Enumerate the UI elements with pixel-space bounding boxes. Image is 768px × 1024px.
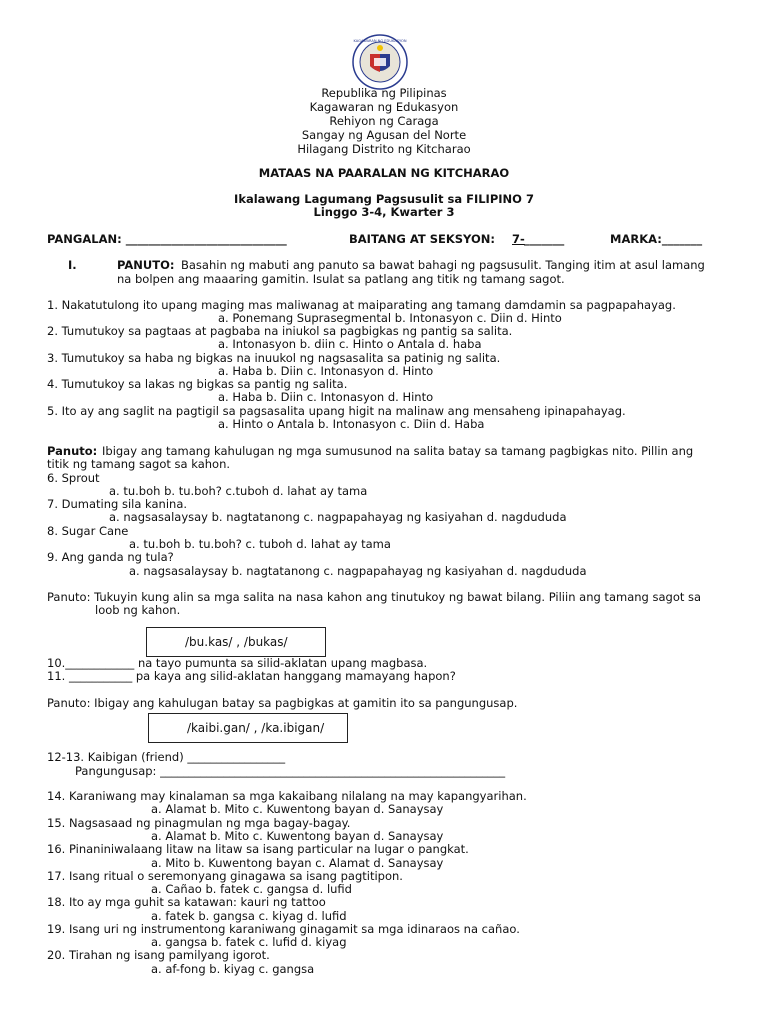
header-line-1: Republika ng Pilipinas xyxy=(321,86,447,100)
grade-section-label: BAITANG AT SEKSYON: xyxy=(349,232,495,246)
word-box-bukas-text: /bu.kas/ , /bukas/ xyxy=(185,635,288,649)
score-field-label: MARKA:_______ xyxy=(610,232,703,246)
question-6-choices: a. tu.boh b. tu.boh? c.tuboh d. lahat ay tama xyxy=(109,484,368,498)
word-box-bukas xyxy=(146,627,326,657)
name-field-label: PANGALAN: ____________________________ xyxy=(47,232,287,246)
question-2: 2. Tumutukoy sa pagtaas at pagbaba na iniukol sa pagbigkas ng pantig sa salita. xyxy=(47,324,513,338)
question-15-choices: a. Alamat b. Mito c. Kuwentong bayan d. Sanaysay xyxy=(151,829,444,843)
question-16-choices: a. Mito b. Kuwentong bayan c. Alamat d. Sanaysay xyxy=(151,856,444,870)
panuto-text-line-1: Basahin ng mabuti ang panuto sa bawat bahagi ng pagsusulit. Tanging itim at asul lamang xyxy=(181,258,705,272)
panuto-2-line-1: Ibigay ang tamang kahulugan ng mga sumusunod na salita batay sa tamang pagbigkas nito. Pillin ang xyxy=(102,444,694,458)
question-14: 14. Karaniwang may kinalaman sa mga kakaibang nilalang na may kapangyarihan. xyxy=(47,789,527,803)
question-18-choices: a. fatek b. gangsa c. kiyag d. lufid xyxy=(151,909,347,923)
question-14-choices: a. Alamat b. Mito c. Kuwentong bayan d. Sanaysay xyxy=(151,802,444,816)
header-line-5: Hilagang Distrito ng Kitcharao xyxy=(297,142,471,156)
panuto-4-line-1: Panuto: Ibigay ang kahulugan batay sa pagbigkas at gamitin ito sa pangungusap. xyxy=(47,696,518,710)
test-title: Ikalawang Lagumang Pagsusulit sa FILIPINO 7 xyxy=(234,192,534,206)
word-box-kaibigan xyxy=(148,713,348,743)
question-5-choices: a. Hinto o Antala b. Intonasyon c. Diin d. Haba xyxy=(218,417,485,431)
question-1-choices: a. Ponemang Suprasegmental b. Intonasyon c. Diin d. Hinto xyxy=(218,311,562,325)
pangungusap-line: Pangungusap: ____________________________________________________________ xyxy=(75,764,506,778)
question-19-choices: a. gangsa b. fatek c. lufid d. kiyag xyxy=(151,935,347,949)
question-11: 11. ___________ pa kaya ang silid-aklatan hanggang mamayang hapon? xyxy=(47,669,456,683)
panuto-2-label: Panuto: xyxy=(47,444,98,458)
svg-text:KAGAWARAN NG EDUKASYON: KAGAWARAN NG EDUKASYON xyxy=(353,39,407,43)
question-10: 10.____________ na tayo pumunta sa silid-aklatan upang magbasa. xyxy=(47,656,428,670)
panuto-2-line-2: titik ng tamang sagot sa kahon. xyxy=(47,457,231,471)
question-20: 20. Tirahan ng isang pamilyang igorot. xyxy=(47,948,270,962)
question-16: 16. Pinaniniwalaang litaw na litaw sa isang particular na lugar o pangkat. xyxy=(47,842,469,856)
deped-seal-logo xyxy=(352,34,408,90)
question-18: 18. Ito ay mga guhit sa katawan: kauri ng tattoo xyxy=(47,895,326,909)
school-name: MATAAS NA PAARALAN NG KITCHARAO xyxy=(258,166,510,180)
panuto-label: PANUTO: xyxy=(117,258,175,272)
question-15: 15. Nagsasaad ng pinagmulan ng mga bagay-bagay. xyxy=(47,816,351,830)
header-line-2: Kagawaran ng Edukasyon xyxy=(309,100,459,114)
question-19: 19. Isang uri ng instrumentong karaniwang ginagamit sa mga idinaraos na cañao. xyxy=(47,922,520,936)
panuto-text-line-2: na bolpen ang maaaring gamitin. Isulat sa patlang ang titik ng tamang sagot. xyxy=(117,272,565,286)
panuto-3-line-2: loob ng kahon. xyxy=(95,603,181,617)
question-4: 4. Tumutukoy sa lakas ng bigkas sa pantig ng salita. xyxy=(47,377,348,391)
question-1: 1. Nakatutulong ito upang maging mas maliwanag at maiparating ang tamang damdamin sa pagpapahayag. xyxy=(47,298,676,312)
question-7-choices: a. nagsasalaysay b. nagtatanong c. nagpapahayag ng kasiyahan d. nagdududa xyxy=(109,510,567,524)
question-9: 9. Ang ganda ng tula? xyxy=(47,550,174,564)
question-20-choices: a. af-fong b. kiyag c. gangsa xyxy=(151,962,315,976)
grade-value: 7- xyxy=(512,232,525,246)
word-box-kaibigan-text: /kaibi.gan/ , /ka.ibigan/ xyxy=(187,721,325,735)
question-3: 3. Tumutukoy sa haba ng bigkas na inuukol ng nagsasalita sa patinig ng salita. xyxy=(47,351,501,365)
question-9-choices: a. nagsasalaysay b. nagtatanong c. nagpapahayag ng kasiyahan d. nagdududa xyxy=(129,564,587,578)
part-roman-numeral: I. xyxy=(68,258,77,272)
grade-blank: _______ xyxy=(524,232,565,246)
question-6: 6. Sprout xyxy=(47,471,100,485)
question-3-choices: a. Haba b. Diin c. Intonasyon d. Hinto xyxy=(218,364,434,378)
panuto-3-line-1: Panuto: Tukuyin kung alin sa mga salita na nasa kahon ang tinutukoy ng bawat bilang. Piliin ang tamang sagot sa xyxy=(47,590,702,604)
header-line-4: Sangay ng Agusan del Norte xyxy=(301,128,467,142)
question-17: 17. Isang ritual o seremonyang ginagawa sa isang pagtitipon. xyxy=(47,869,403,883)
question-4-choices: a. Haba b. Diin c. Intonasyon d. Hinto xyxy=(218,390,434,404)
question-5: 5. Ito ay ang saglit na pagtigil sa pagsasalita upang higit na malinaw ang mensaheng ipinapahayag. xyxy=(47,404,626,418)
question-8: 8. Sugar Cane xyxy=(47,524,129,538)
question-2-choices: a. Intonasyon b. diin c. Hinto o Antala d. haba xyxy=(218,337,482,351)
question-12-13: 12-13. Kaibigan (friend) _________________ xyxy=(47,750,286,764)
question-17-choices: a. Cañao b. fatek c. gangsa d. lufid xyxy=(151,882,352,896)
test-week: Linggo 3-4, Kwarter 3 xyxy=(313,205,455,219)
header-line-3: Rehiyon ng Caraga xyxy=(329,114,439,128)
question-7: 7. Dumating sila kanina. xyxy=(47,497,188,511)
question-8-choices: a. tu.boh b. tu.boh? c. tuboh d. lahat ay tama xyxy=(129,537,391,551)
